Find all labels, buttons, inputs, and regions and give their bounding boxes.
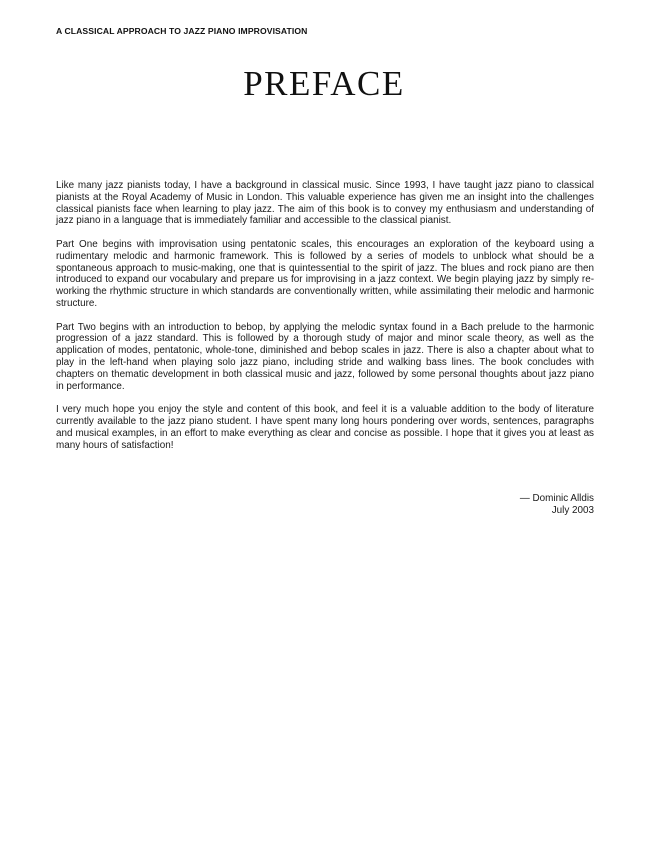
signature-date: July 2003 <box>551 505 594 516</box>
author-signature: — Dominic Alldis <box>519 493 594 504</box>
page-title: PREFACE <box>243 64 405 103</box>
running-header: A CLASSICAL APPROACH TO JAZZ PIANO IMPROVISATION <box>56 26 308 36</box>
paragraph-part-one: Part One begins with improvisation using pentatonic scales, this encourages an exploration of the keyboard using a rudimentary melodic and harmonic framework. This is followed by a series of models to unblock what should be a spontaneous approach to music-making, one that is quintessential to the spirit of jazz. The blues and rock piano are then introduced to expand our vocabulary and prepare us for improvising in a jazz context. We begin playing jazz by simply re-working the rhythmic structure in which standards are conventionally written, while assimilating their melodic and harmonic structure. <box>56 238 594 309</box>
paragraph-part-two: Part Two begins with an introduction to bebop, by applying the melodic syntax found in a Bach prelude to the harmonic progression of a jazz standard. This is followed by a thorough study of major and minor scale theory, as well as the application of modes, pentatonic, whole-tone, diminished and bebop scales in jazz. There is also a chapter about what to play in the left-hand when playing solo jazz piano, including stride and walking bass lines. The book concludes with chapters on thematic development in both classical music and jazz, followed by some personal thoughts about jazz piano in performance. <box>56 321 594 392</box>
preface-body <box>56 180 594 463</box>
signature-block <box>520 493 594 517</box>
paragraph-closing: I very much hope you enjoy the style and content of this book, and feel it is a valuable addition to the body of literature currently available to the jazz piano student. I have spent many long hours pondering over words, sentences, paragraphs and musical examples, in an effort to make everything as clear and concise as possible. I hope that it gives you at least as many hours of satisfaction! <box>56 404 594 451</box>
paragraph-intro: Like many jazz pianists today, I have a background in classical music. Since 1993, I have taught jazz piano to classical pianists at the Royal Academy of Music in London. This valuable experience has given me an insight into the challenges classical pianists face when learning to play jazz. The aim of this book is to convey my enthusiasm and understanding of jazz piano in a language that is immediately familiar and accessible to the classical pianist. <box>56 180 594 227</box>
